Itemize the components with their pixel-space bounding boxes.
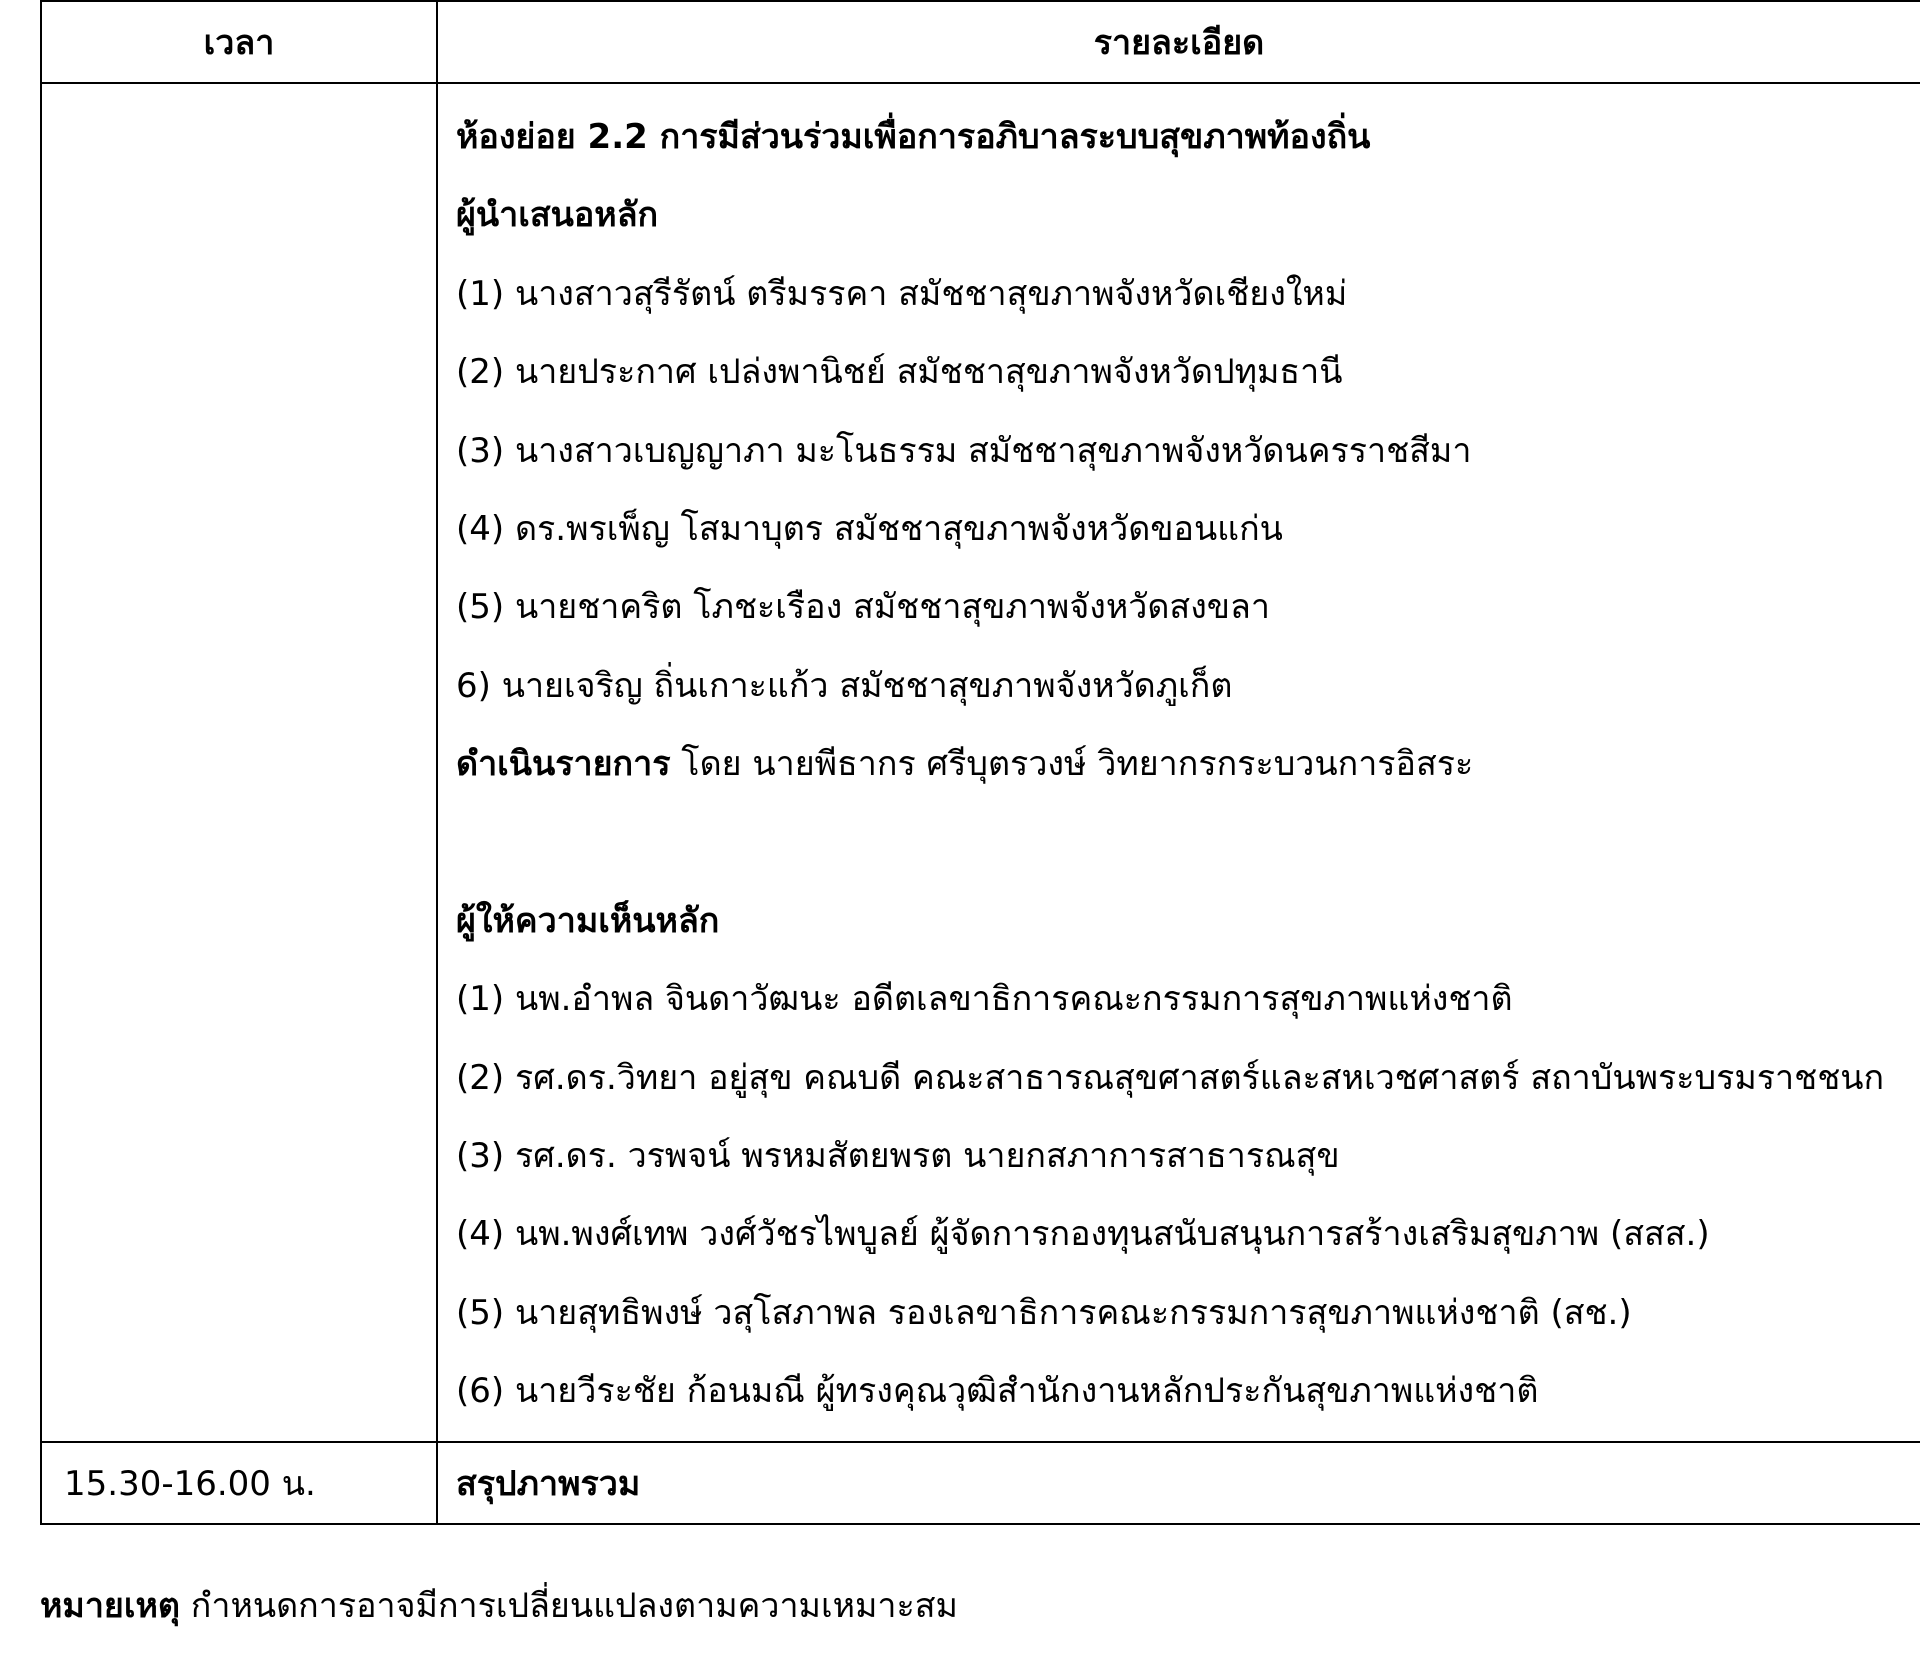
session-row — [41, 83, 1920, 1442]
moderator-line — [456, 725, 1920, 803]
commentators-heading: ผู้ให้ความเห็นหลัก — [456, 900, 720, 941]
presenter-item: (2) นายประกาศ เปล่งพานิชย์ สมัชชาสุขภาพจังหวัดปทุมธานี — [456, 352, 1343, 393]
summary-row — [41, 1442, 1920, 1524]
commentator-item: (5) นายสุทธิพงษ์ วสุโสภาพล รองเลขาธิการคณะกรรมการสุขภาพแห่งชาติ (สช.) — [456, 1292, 1632, 1333]
commentator-item: (4) นพ.พงศ์เทพ วงศ์วัชรไพบูลย์ ผู้จัดการกองทุนสนับสนุนการสร้างเสริมสุขภาพ (สสส.) — [456, 1214, 1710, 1255]
commentator-item: (3) รศ.ดร. วรพจน์ พรหมสัตยพรต นายกสภาการสาธารณสุข — [456, 1136, 1340, 1177]
summary-detail: สรุปภาพรวม — [437, 1442, 1920, 1524]
moderator-text: โดย นายพีธากร ศรีบุตรวงษ์ วิทยากรกระบวนการอิสระ — [670, 744, 1474, 785]
remark-label: หมายเหตุ — [40, 1586, 180, 1626]
commentator-item: (1) นพ.อำพล จินดาวัฒนะ อดีตเลขาธิการคณะกรรมการสุขภาพแห่งชาติ — [456, 979, 1513, 1020]
presenter-item: 6) นายเจริญ ถิ่นเกาะแก้ว สมัชชาสุขภาพจังหวัดภูเก็ต — [456, 665, 1233, 706]
remark-text: กำหนดการอาจมีการเปลี่ยนแปลงตามความเหมาะสม — [179, 1586, 958, 1626]
remark-note — [40, 1580, 958, 1632]
table-header-row — [41, 1, 1920, 83]
session-time-cell — [41, 83, 437, 1442]
blank-spacer — [456, 804, 1920, 882]
summary-time: 15.30-16.00 น. — [41, 1442, 437, 1524]
header-time: เวลา — [41, 1, 437, 83]
session-title: ห้องย่อย 2.2 การมีส่วนร่วมเพื่อการอภิบาลระบบสุขภาพท้องถิ่น — [456, 117, 1371, 157]
presenters-heading: ผู้นำเสนอหลัก — [456, 195, 659, 236]
schedule-table — [40, 0, 1920, 1525]
moderator-label: ดำเนินรายการ — [456, 744, 671, 785]
presenter-item: (4) ดร.พรเพ็ญ โสมาบุตร สมัชชาสุขภาพจังหวัดขอนแก่น — [456, 508, 1283, 549]
commentator-item: (2) รศ.ดร.วิทยา อยู่สุข คณบดี คณะสาธารณสุขศาสตร์และสหเวชศาสตร์ สถาบันพระบรมราชชนก — [456, 1057, 1885, 1098]
presenter-item: (5) นายชาคริต โภชะเรือง สมัชชาสุขภาพจังหวัดสงขลา — [456, 587, 1270, 628]
session-detail-cell — [437, 83, 1920, 1442]
commentator-item: (6) นายวีระชัย ก้อนมณี ผู้ทรงคุณวุฒิสำนักงานหลักประกันสุขภาพแห่งชาติ — [456, 1371, 1539, 1412]
header-detail: รายละเอียด — [437, 1, 1920, 83]
presenter-item: (3) นางสาวเบญญาภา มะโนธรรม สมัชชาสุขภาพจังหวัดนครราชสีมา — [456, 430, 1472, 471]
presenter-item: (1) นางสาวสุรีรัตน์ ตรีมรรคา สมัชชาสุขภาพจังหวัดเชียงใหม่ — [456, 273, 1348, 314]
